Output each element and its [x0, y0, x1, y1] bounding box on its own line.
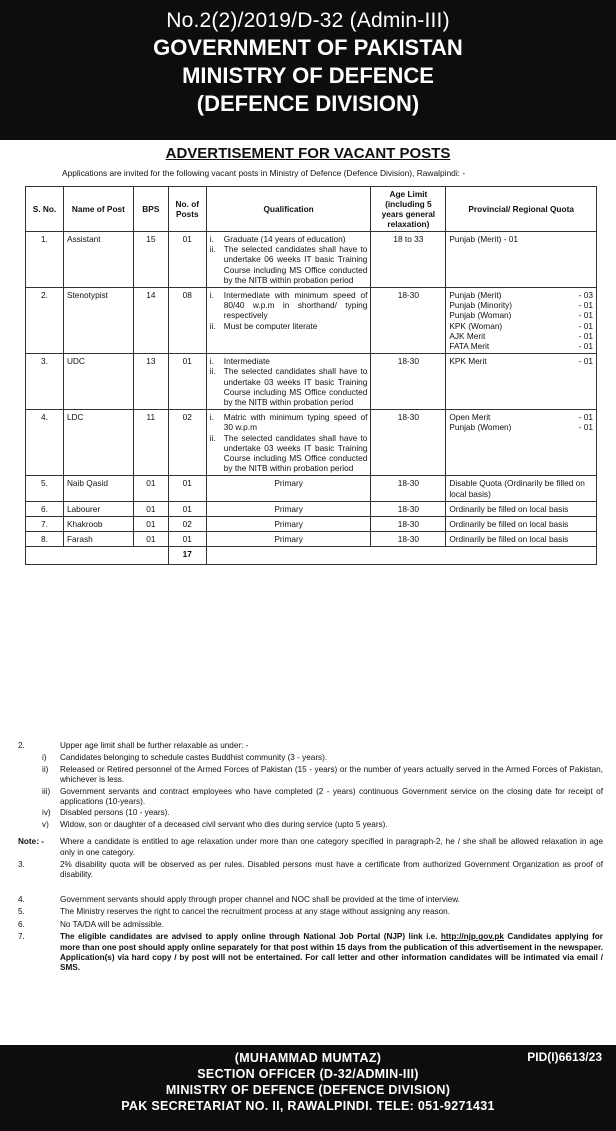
quota-count: - 01: [578, 300, 593, 311]
quota-line: [449, 310, 593, 320]
qualification-text: Must be computer literate: [223, 320, 318, 331]
para-text: [60, 932, 603, 974]
para-3: [18, 860, 603, 881]
cell-posts: 01: [168, 232, 206, 288]
qualification-text: The selected candidates shall have to undertake 06 weeks IT basic Training Course including MS Office conducted by the NITB within probation period: [223, 244, 368, 285]
cell-quota: [446, 532, 597, 547]
quota-count: - 01: [578, 412, 593, 423]
cell-bps: 11: [133, 410, 168, 476]
total-blank: [206, 547, 596, 565]
cell-sno: 1.: [26, 232, 64, 288]
relaxation-list: [18, 753, 603, 830]
cell-posts: 02: [168, 410, 206, 476]
para-text: Government servants should apply through proper channel and NOC shall be provided at the time of interview.: [60, 894, 461, 904]
cell-qualification: [206, 288, 371, 354]
cell-quota: [446, 288, 597, 354]
qualification-item: [210, 433, 368, 474]
para-7: [18, 932, 603, 974]
relaxation-key: v): [42, 819, 49, 829]
cell-post-name: Naib Qasid: [63, 476, 133, 501]
quota-count: - 01: [578, 310, 593, 321]
cell-post-name: LDC: [63, 410, 133, 476]
cell-sno: 6.: [26, 501, 64, 516]
quota-line: [449, 321, 593, 331]
quota-name: Punjab (Merit): [449, 290, 502, 301]
cell-age-limit: 18-30: [371, 501, 446, 516]
relaxation-item: [18, 820, 603, 830]
quota-name: Punjab (Woman): [449, 310, 512, 321]
njp-text-a: The eligible candidates are advised to apply online through National Job Portal (NJP) link i.e.: [60, 932, 441, 942]
header-banner: [0, 0, 616, 140]
qualification-num: i.: [209, 290, 214, 301]
header-sno: S. No.: [26, 187, 64, 232]
quota-line: [449, 519, 593, 529]
quota-name: Ordinarily be filled on local basis: [449, 519, 569, 530]
cell-quota: [446, 232, 597, 288]
table-row: [26, 517, 597, 532]
para-key: 3.: [18, 860, 25, 870]
cell-post-name: Farash: [63, 532, 133, 547]
cell-age-limit: 18-30: [371, 288, 446, 354]
para-4: [18, 895, 603, 905]
quota-line: [449, 412, 593, 422]
quota-line: [449, 534, 593, 544]
cell-age-limit: 18-30: [371, 410, 446, 476]
cell-quota: [446, 354, 597, 410]
quota-line: [449, 290, 593, 300]
quota-name: Open Merit: [449, 412, 491, 423]
cell-posts: 01: [168, 501, 206, 516]
cell-age-limit: 18-30: [371, 354, 446, 410]
quota-line: [449, 504, 593, 514]
qualification-text: Intermediate with minimum speed of 80/40 w.p.m in shorthand/ typing respectively: [223, 290, 368, 321]
cell-bps: 13: [133, 354, 168, 410]
relaxation-text: Released or Retired personnel of the Armed Forces of Pakistan (15 - years) or the number of years actually served in the Armed Forces of Pakistan, whichever is less.: [60, 764, 603, 785]
cell-sno: 7.: [26, 517, 64, 532]
cell-sno: 3.: [26, 354, 64, 410]
relaxation-key: ii): [42, 764, 49, 774]
relaxation-item: [18, 753, 603, 763]
table-row: [26, 476, 597, 501]
cell-bps: 15: [133, 232, 168, 288]
division-title: (DEFENCE DIVISION): [196, 91, 420, 116]
cell-sno: 4.: [26, 410, 64, 476]
quota-name: Disable Quota (Ordinarily be filled on local basis): [449, 478, 585, 499]
cell-bps: 14: [133, 288, 168, 354]
relaxation-item: [18, 787, 603, 808]
cell-posts: 01: [168, 354, 206, 410]
quota-line: [449, 331, 593, 341]
note-para: [18, 837, 603, 858]
total-posts: 17: [168, 547, 206, 565]
footer-banner: [0, 1045, 616, 1131]
quota-count: - 01: [578, 356, 593, 367]
relaxation-text: Government servants and contract employees who have completed (2 - years) continuous Government service on the closing date for receipt of applications (10-years).: [60, 786, 603, 807]
cell-qualification: [206, 410, 371, 476]
officer-designation: SECTION OFFICER (D-32/ADMIN-III): [197, 1067, 419, 1081]
para-2: [18, 741, 603, 751]
table-row: [26, 354, 597, 410]
qualification-item: [210, 321, 368, 331]
footer-ministry: MINISTRY OF DEFENCE (DEFENCE DIVISION): [165, 1083, 451, 1097]
header-bps: BPS: [133, 187, 168, 232]
para-key: 5.: [18, 907, 25, 917]
cell-post-name: Assistant: [63, 232, 133, 288]
quota-line: [449, 422, 593, 432]
qualification-text: Graduate (14 years of education): [223, 234, 346, 244]
quota-count: - 01: [578, 330, 593, 341]
ministry-title: MINISTRY OF DEFENCE: [182, 63, 434, 88]
qualification-text: The selected candidates shall have to undertake 03 weeks IT basic Training Course including MS Office conducted by the NITB within probation period: [223, 366, 368, 408]
cell-posts: 02: [168, 517, 206, 532]
header-qualification: Qualification: [206, 187, 371, 232]
cell-qualification: [206, 232, 371, 288]
qualification-text: The selected candidates shall have to undertake 03 weeks IT basic Training Course including MS Office conducted by the NITB within probation period: [223, 432, 368, 474]
quota-count: - 03: [578, 290, 593, 301]
cell-quota: [446, 517, 597, 532]
para-text: No TA/DA will be admissible.: [60, 919, 164, 929]
cell-sno: 8.: [26, 532, 64, 547]
header-quota: Provincial/ Regional Quota: [446, 187, 597, 232]
para-key: 4.: [18, 894, 25, 904]
quota-count: - 01: [578, 320, 593, 331]
vacancy-table: [25, 186, 597, 565]
cell-qualification: Primary: [206, 532, 371, 547]
quota-name: Ordinarily be filled on local basis: [449, 534, 569, 545]
cell-qualification: [206, 354, 371, 410]
total-spacer: [26, 547, 169, 565]
cell-post-name: Labourer: [63, 501, 133, 516]
quota-name: FATA Merit: [449, 341, 490, 352]
qualification-item: [210, 366, 368, 407]
quota-name: Punjab (Merit) - 01: [449, 234, 519, 244]
quota-line: [449, 300, 593, 310]
note-text: Where a candidate is entitled to age relaxation under more than one category specified in paragraph-2, he / she shall be allowed relaxation in age only in one category.: [60, 837, 603, 857]
para-6: [18, 920, 603, 930]
cell-posts: 01: [168, 476, 206, 501]
quota-count: - 01: [578, 422, 593, 433]
cell-post-name: UDC: [63, 354, 133, 410]
cell-age-limit: 18 to 33: [371, 232, 446, 288]
qualification-num: i.: [209, 412, 214, 423]
notes-section: [18, 741, 603, 976]
government-title: GOVERNMENT OF PAKISTAN: [153, 35, 463, 60]
cell-quota: [446, 476, 597, 501]
para-text: Upper age limit shall be further relaxable as under: -: [60, 741, 249, 750]
qualification-num: ii.: [209, 320, 216, 331]
quota-count: - 01: [578, 341, 593, 352]
header-name: Name of Post: [63, 187, 133, 232]
officer-name: (MUHAMMAD MUMTAZ): [234, 1051, 382, 1065]
quota-name: Punjab (Women): [449, 422, 512, 433]
para-5: [18, 907, 603, 917]
para-key: 7.: [18, 932, 25, 942]
njp-text-b: Candidates applying for more than one post should apply online separately for that post within 15 days from the publication of this advertisement in the newspaper. Application(s) via hard copy / by post will not be entertained. For call letter and other information candidates will be intimated via email / SMS.: [60, 932, 603, 973]
qualification-num: i.: [209, 356, 214, 367]
intro-text: Applications are invited for the following vacant posts in Ministry of Defence (Defence Division), Rawalpindi: -: [62, 168, 466, 178]
cell-bps: 01: [133, 501, 168, 516]
qualification-num: ii.: [209, 244, 216, 255]
table-row: [26, 501, 597, 516]
cell-qualification: Primary: [206, 476, 371, 501]
qualification-num: ii.: [209, 432, 216, 443]
reference-number: No.2(2)/2019/D-32 (Admin-III): [166, 9, 450, 32]
cell-bps: 01: [133, 517, 168, 532]
relaxation-key: iii): [42, 786, 51, 796]
qualification-item: [210, 412, 368, 432]
cell-posts: 01: [168, 532, 206, 547]
para-text: 2% disability quota will be observed as per rules. Disabled persons must have a certificate from authorized Government Organization as proof of disability.: [60, 860, 603, 880]
cell-sno: 5.: [26, 476, 64, 501]
note-key: Note: -: [18, 837, 44, 847]
quota-name: KPK Merit: [449, 356, 487, 367]
quota-line: [449, 234, 593, 244]
cell-sno: 2.: [26, 288, 64, 354]
quota-name: Punjab (Minority): [449, 300, 513, 311]
cell-posts: 08: [168, 288, 206, 354]
cell-age-limit: 18-30: [371, 517, 446, 532]
relaxation-text: Disabled persons (10 - years).: [60, 808, 170, 818]
pid-code: PID(I)6613/23: [527, 1050, 602, 1064]
table-row: [26, 232, 597, 288]
qualification-item: [210, 356, 368, 366]
cell-age-limit: 18-30: [371, 476, 446, 501]
relaxation-text: Widow, son or daughter of a deceased civil servant who dies during service (upto 5 years).: [60, 819, 388, 829]
advertisement-title: ADVERTISEMENT FOR VACANT POSTS: [165, 145, 451, 162]
quota-name: AJK Merit: [449, 330, 486, 341]
njp-link[interactable]: http://njp.gov.pk: [440, 932, 504, 942]
cell-quota: [446, 501, 597, 516]
total-row: [26, 547, 597, 565]
relaxation-item: [18, 765, 603, 786]
qualification-item: [210, 244, 368, 285]
header-age: Age Limit (including 5 years general relaxation): [371, 187, 446, 232]
quota-line: [449, 356, 593, 366]
relaxation-key: iv): [42, 808, 51, 818]
cell-bps: 01: [133, 476, 168, 501]
header-posts: No. of Posts: [168, 187, 206, 232]
cell-bps: 01: [133, 532, 168, 547]
table-row: [26, 410, 597, 476]
relaxation-item: [18, 808, 603, 818]
table-row: [26, 288, 597, 354]
relaxation-key: i): [42, 753, 47, 763]
quota-name: KPK (Woman): [449, 320, 503, 331]
cell-qualification: Primary: [206, 517, 371, 532]
quota-name: Ordinarily be filled on local basis: [449, 503, 569, 514]
quota-line: [449, 478, 593, 498]
qualification-num: i.: [209, 234, 214, 244]
cell-quota: [446, 410, 597, 476]
para-key: 2.: [18, 741, 25, 750]
cell-age-limit: 18-30: [371, 532, 446, 547]
qualification-text: Matric with minimum typing speed of 30 w.p.m: [223, 412, 368, 433]
table-row: [26, 532, 597, 547]
qualification-text: Intermediate: [223, 356, 270, 367]
qualification-item: [210, 290, 368, 321]
table-header-row: [26, 187, 597, 232]
para-text: The Ministry reserves the right to cancel the recruitment process at any stage without assigning any reason.: [60, 907, 451, 917]
quota-line: [449, 341, 593, 351]
cell-post-name: Stenotypist: [63, 288, 133, 354]
qualification-item: [210, 234, 368, 244]
cell-qualification: Primary: [206, 501, 371, 516]
para-key: 6.: [18, 919, 25, 929]
qualification-num: ii.: [209, 366, 216, 377]
cell-post-name: Khakroob: [63, 517, 133, 532]
footer-address: PAK SECRETARIAT NO. II, RAWALPINDI. TELE: 051-9271431: [121, 1099, 495, 1113]
relaxation-text: Candidates belonging to schedule castes Buddhist community (3 - years).: [60, 753, 328, 763]
